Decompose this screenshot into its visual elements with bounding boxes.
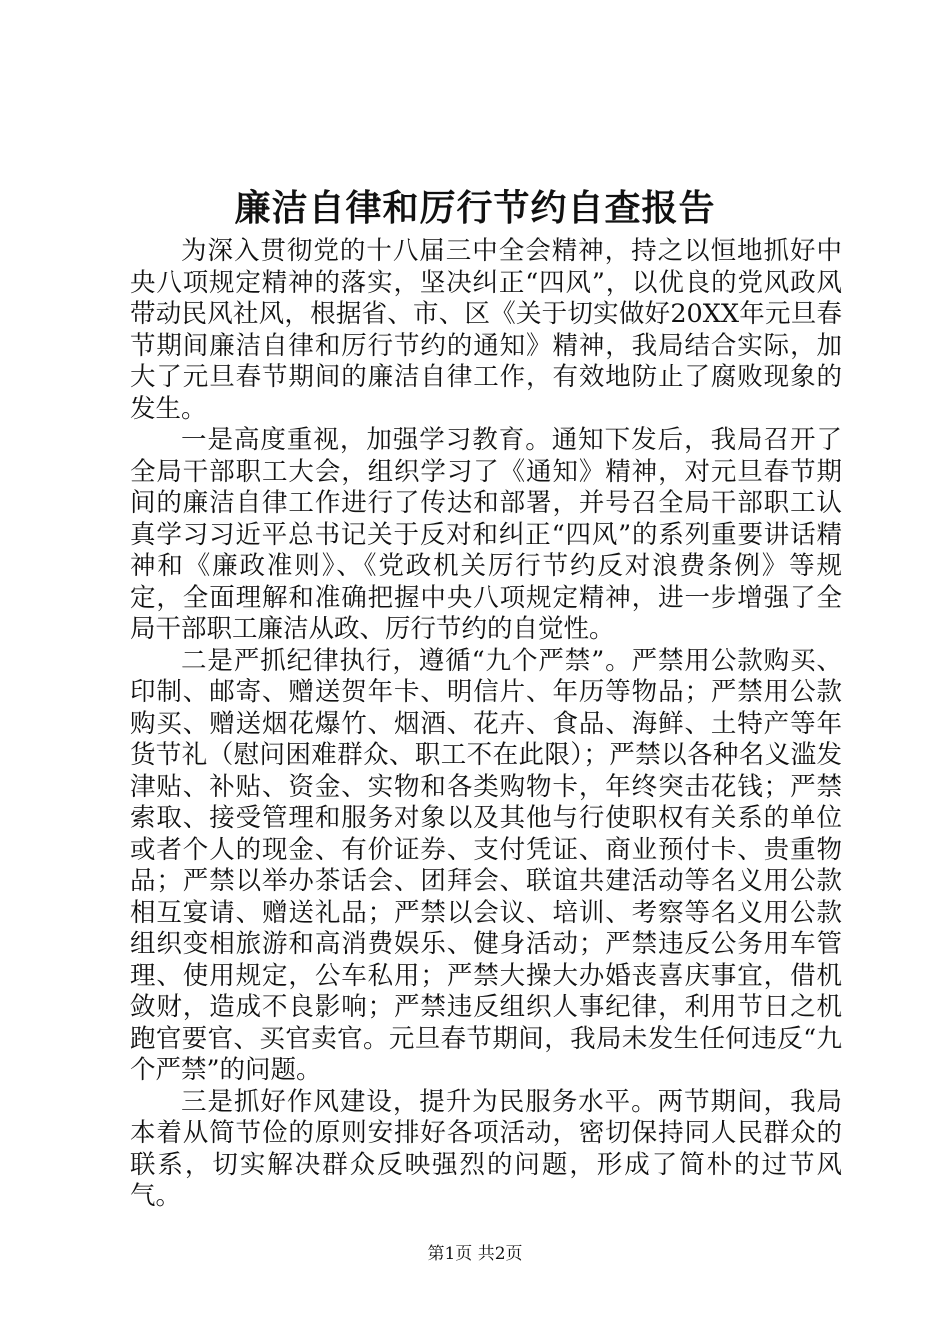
paragraph-point-2: 二是严抓纪律执行，遵循“九个严禁”。严禁用公款购买、印制、邮寄、赠送贺年卡、明信片、年历等物品；严禁用公款购买、赠送烟花爆竹、烟酒、花卉、食品、海鲜、土特产等年货节礼（慰问困难群众、职工不在此限）；严禁以各种名义滥发津贴、补贴、资金、实物和各类购物卡，年终突击花钱；严禁索取、接受管理和服务对象以及其他与行使职权有关系的单位或者个人的现金、有价证券、支付凭证、商业预付卡、贵重物品；严禁以举办茶话会、团拜会、联谊共建活动等名义用公款相互宴请、赠送礼品；严禁以会议、培训、考察等名义用公款组织变相旅游和高消费娱乐、健身活动；严禁违反公务用车管理、使用规定，公车私用；严禁大操大办婚丧喜庆事宜，借机敛财，造成不良影响；严禁违反组织人事纪律，利用节日之机跑官要官、买官卖官。元旦春节期间，我局未发生任何违反“九个严禁”的问题。 (130, 645, 842, 1085)
document-title: 廉洁自律和厉行节约自查报告 (234, 187, 716, 229)
paragraph-intro: 为深入贯彻党的十八届三中全会精神，持之以恒地抓好中央八项规定精神的落实，坚决纠正“四风”，以优良的党风政风带动民风社风，根据省、市、区《关于切实做好20XX年元旦春节期间廉洁自律和厉行节约的通知》精神，我局结合实际，加大了元旦春节期间的廉洁自律工作，有效地防止了腐败现象的发生。 (130, 236, 842, 424)
paragraph-point-1: 一是高度重视，加强学习教育。通知下发后，我局召开了全局干部职工大会，组织学习了《通知》精神，对元旦春节期间的廉洁自律工作进行了传达和部署，并号召全局干部职工认真学习习近平总书记关于反对和纠正“四风”的系列重要讲话精神和《廉政准则》、《党政机关厉行节约反对浪费条例》等规定，全面理解和准确把握中央八项规定精神，进一步增强了全局干部职工廉洁从政、厉行节约的自觉性。 (130, 425, 842, 644)
page-number-footer: 第1页 共2页 (427, 1244, 523, 1264)
document-body (130, 236, 842, 1213)
paragraph-point-3: 三是抓好作风建设，提升为民服务水平。两节期间，我局本着从简节俭的原则安排好各项活动，密切保持同人民群众的联系，切实解决群众反映强烈的问题，形成了简朴的过节风气。 (130, 1086, 842, 1211)
